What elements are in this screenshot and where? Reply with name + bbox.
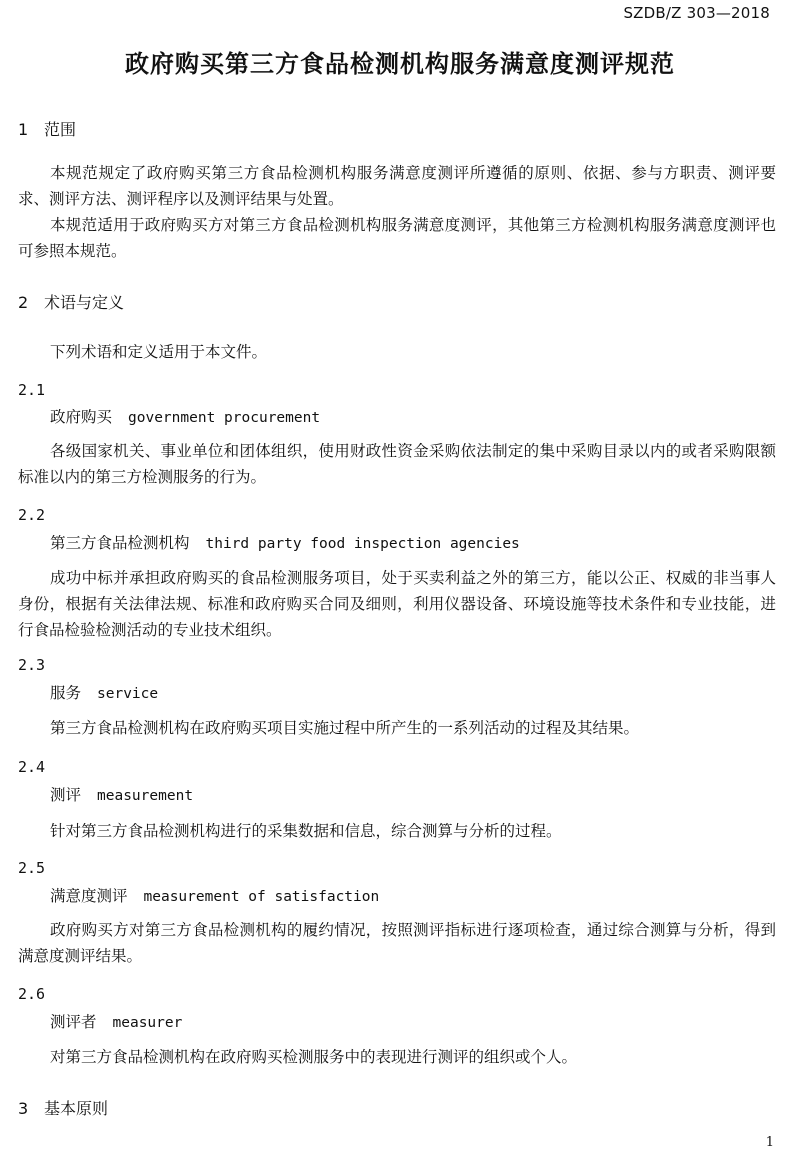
section-heading-terms xyxy=(18,290,124,313)
term-en: third party food inspection agencies xyxy=(205,536,520,552)
term-number: 2.5 xyxy=(18,859,46,877)
scope-paragraph-2: 本规范适用于政府购买方对第三方食品检测机构服务满意度测评，其他第三方检测机构服务满意度测评也可参照本规范。 xyxy=(18,216,776,260)
term-en: service xyxy=(97,686,159,702)
section-number: 3 xyxy=(18,1099,29,1118)
term-definition: 针对第三方食品检测机构进行的采集数据和信息，综合测算与分析的过程。 xyxy=(50,822,562,840)
section-title: 范围 xyxy=(44,120,77,139)
document-title: 政府购买第三方食品检测机构服务满意度测评规范 xyxy=(125,50,675,78)
term-heading xyxy=(50,531,520,553)
terms-intro: 下列术语和定义适用于本文件。 xyxy=(50,343,268,361)
term-number: 2.2 xyxy=(18,506,46,524)
term-zh: 政府购买 xyxy=(50,408,113,426)
term-heading xyxy=(50,1010,182,1032)
term-definition: 政府购买方对第三方食品检测机构的履约情况，按照测评指标进行逐项检查，通过综合测算与分析，得到满意度测评结果。 xyxy=(18,921,776,965)
scope-paragraph-1: 本规范规定了政府购买第三方食品检测机构服务满意度测评所遵循的原则、依据、参与方职责、测评要求、测评方法、测评程序以及测评结果与处置。 xyxy=(18,164,776,208)
term-heading xyxy=(50,405,320,427)
section-title: 术语与定义 xyxy=(44,293,125,312)
section-heading-principles xyxy=(18,1096,108,1119)
term-definition: 对第三方食品检测机构在政府购买检测服务中的表现进行测评的组织或个人。 xyxy=(50,1048,578,1066)
term-zh: 测评者 xyxy=(50,1013,97,1031)
term-definition: 各级国家机关、事业单位和团体组织，使用财政性资金采购依法制定的集中采购目录以内的或者采购限额标准以内的第三方检测服务的行为。 xyxy=(18,442,776,486)
term-number: 2.6 xyxy=(18,985,46,1003)
term-zh: 第三方食品检测机构 xyxy=(50,534,190,552)
term-en: measurement of satisfaction xyxy=(143,889,380,905)
term-heading xyxy=(50,681,158,703)
term-zh: 测评 xyxy=(50,786,82,804)
term-number: 2.3 xyxy=(18,656,46,674)
term-zh: 服务 xyxy=(50,684,82,702)
section-heading-scope xyxy=(18,117,76,140)
document-code: SZDB/Z 303—2018 xyxy=(623,4,770,22)
page-number: 1 xyxy=(765,1135,774,1150)
term-definition: 成功中标并承担政府购买的食品检测服务项目，处于买卖利益之外的第三方，能以公正、权威的非当事人身份，根据有关法律法规、标准和政府购买合同及细则，利用仪器设备、环境设施等技术条件和专业技能，进行食品检验检测活动的专业技术组织。 xyxy=(18,569,776,639)
term-number: 2.1 xyxy=(18,381,46,399)
term-zh: 满意度测评 xyxy=(50,887,128,905)
term-en: measurer xyxy=(112,1015,183,1031)
term-heading xyxy=(50,783,193,805)
term-heading xyxy=(50,884,379,906)
term-en: government procurement xyxy=(128,410,321,426)
term-definition: 第三方食品检测机构在政府购买项目实施过程中所产生的一系列活动的过程及其结果。 xyxy=(50,719,640,737)
section-title: 基本原则 xyxy=(44,1099,109,1118)
section-number: 2 xyxy=(18,293,29,312)
term-number: 2.4 xyxy=(18,758,46,776)
section-number: 1 xyxy=(18,120,29,139)
term-en: measurement xyxy=(97,788,194,804)
